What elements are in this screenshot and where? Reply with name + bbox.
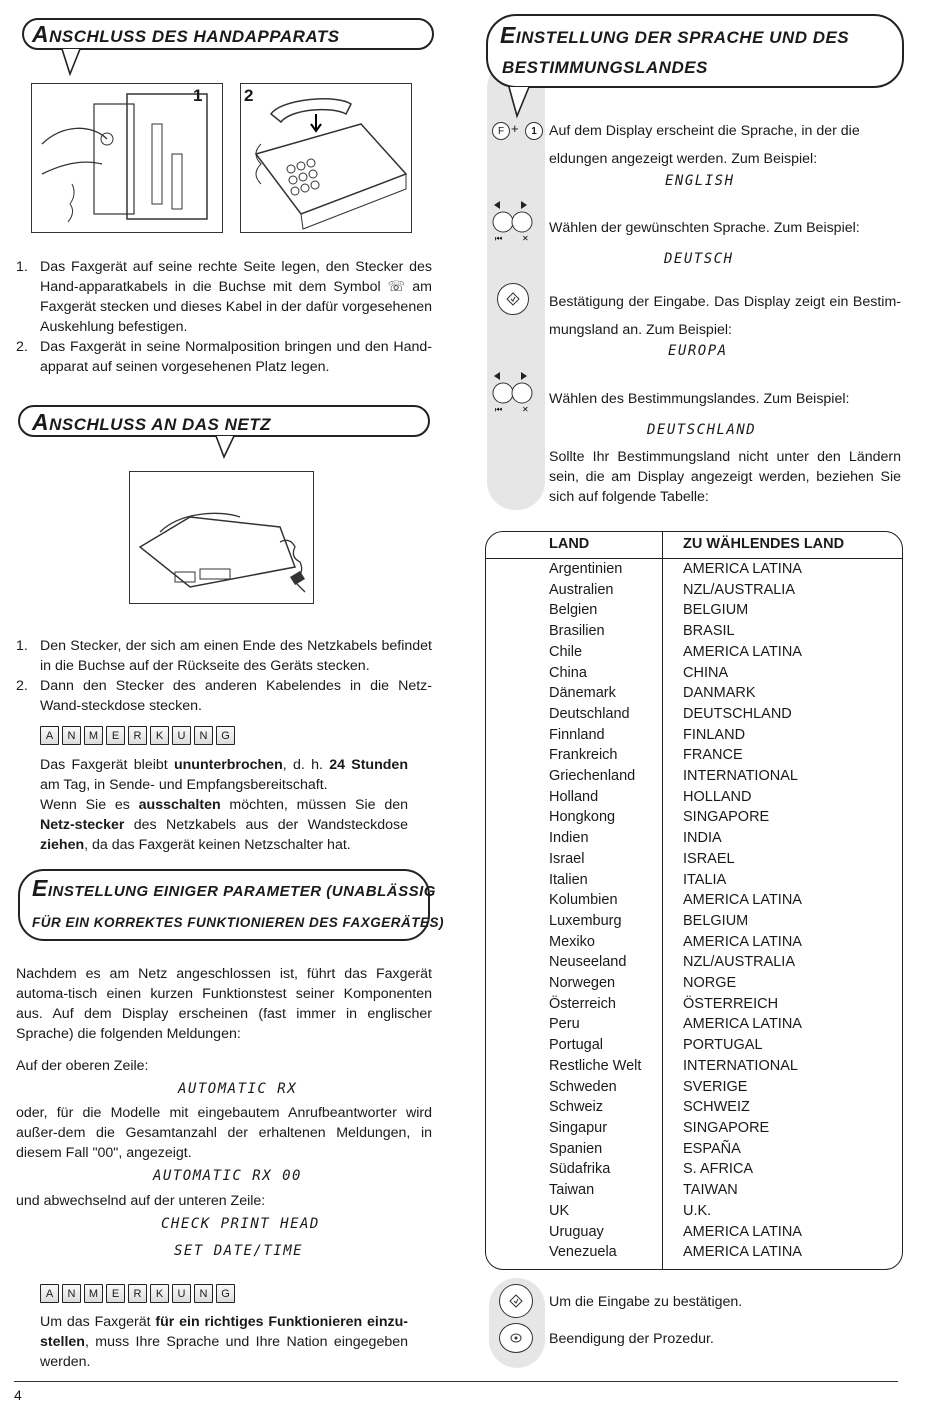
language-step-3: Bestätigung der Eingabe. Das Display zeigt ein Bestim-mungsland an. Zum Beispiel: [549,294,901,338]
ok-button[interactable] [499,1284,533,1318]
table-cell-land: Argentinien [549,561,623,577]
table-cell-select: NZL/AUSTRALIA [683,954,795,971]
f-key-button[interactable]: F [492,122,510,140]
table-cell-select: FRANCE [683,747,743,764]
table-cell-select: ISRAEL [683,850,735,867]
table-cell-select: PORTUGAL [683,1037,763,1054]
language-step-5: Sollte Ihr Bestimmungsland nicht unter den Ländern sein, die am Display angezeigt werden, beziehen Sie sich auf folgende Tabelle: [549,449,901,505]
table-cell-select: AMERICA LATINA [683,892,802,909]
table-cell-land: Österreich [549,995,616,1012]
table-cell-select: SCHWEIZ [683,1099,750,1116]
note-key: N [194,1284,213,1303]
table-cell-land: Norwegen [549,975,616,992]
table-cell-select: S. AFRICA [683,1161,754,1178]
table-cell-select: BRASIL [683,623,735,640]
power-steps [16,636,432,716]
upper-line-label: Auf der oberen Zeile: [16,1058,149,1074]
table-cell-select: INDIA [683,830,722,847]
arrow-keys-language[interactable] [490,198,542,244]
lcd-automatic-rx-count: AUTOMATIC RX 00 [153,1168,302,1184]
lcd-deutschland: DEUTSCHLAND [647,422,757,438]
section-title-parameters-line2: FÜR EIN KORREKTES FUNKTIONIEREN DES FAXGERÄTES) [32,915,445,930]
table-cell-select: AMERICA LATINA [683,933,802,950]
svg-text:✕: ✕ [522,234,529,243]
banner-tail [60,48,90,78]
note-heading-anmerkung [40,726,235,745]
table-cell-select: NORGE [683,975,737,992]
section-title-parameters-line1: EINSTELLUNG EINIGER PARAMETER (UNABLÄSSIG [32,875,436,901]
note-key: U [172,1284,191,1303]
note-key: A [40,1284,59,1303]
table-cell-land: Peru [549,1016,580,1033]
table-cell-select: INTERNATIONAL [683,1057,798,1074]
ok-button[interactable] [497,283,529,315]
table-cell-land: Griechenland [549,768,636,785]
table-cell-land: Australien [549,581,614,598]
svg-text:✕: ✕ [522,405,529,414]
note-heading-anmerkung [40,1284,235,1303]
lcd-automatic-rx: AUTOMATIC RX [178,1081,298,1097]
table-cell-land: Deutschland [549,705,630,722]
section-title-power: ANSCHLUSS AN DAS NETZ [32,409,272,435]
table-cell-land: Chile [549,643,583,660]
table-cell-land: Schweden [549,1078,617,1095]
illustration-handset-placed [240,83,412,233]
table-cell-select: AMERICA LATINA [683,1244,802,1261]
lcd-english: ENGLISH [665,173,735,189]
table-column-select [683,559,802,1263]
table-cell-land: Holland [549,788,599,805]
table-cell-land: Israel [549,850,585,867]
table-cell-land: Luxemburg [549,912,622,929]
banner-tail [214,435,244,461]
note-key: N [194,726,213,745]
confirm-text: Um die Eingabe zu bestätigen. [549,1294,743,1310]
table-cell-select: ESPAÑA [683,1140,741,1157]
banner-tail [505,86,535,120]
table-cell-select: CHINA [683,664,729,681]
table-cell-land: China [549,664,587,681]
table-cell-select: SINGAPORE [683,1119,770,1136]
table-header-select: ZU WÄHLENDES LAND [683,536,845,552]
note-key: E [106,726,125,745]
diamond-check-icon [506,292,520,306]
table-cell-land: Uruguay [549,1223,604,1240]
table-cell-select: U.K. [683,1202,712,1219]
table-cell-select: NZL/AUSTRALIA [683,581,795,598]
table-column-divider [662,532,663,1269]
table-cell-land: Brasilien [549,623,605,640]
table-cell-select: TAIWAN [683,1182,738,1199]
lcd-set-date-time: SET DATE/TIME [174,1243,304,1259]
note-key: G [216,1284,235,1303]
lcd-deutsch: DEUTSCH [664,251,734,267]
footer-rule [14,1381,898,1382]
note-key: G [216,726,235,745]
table-cell-land: UK [549,1202,570,1219]
table-cell-land: Neuseeland [549,954,627,971]
table-cell-land: Hongkong [549,809,616,826]
list-item: 1. Den Stecker, der sich am einen Ende des Netzkabels befindet in die Buchse auf der Rückseite des Geräts stecken. [16,638,432,674]
plus-sign: + [511,121,519,136]
list-item: 2. Dann den Stecker des anderen Kabelendes in die Netz-Wand-steckdose stecken. [16,678,432,714]
page-number: 4 [14,1387,22,1403]
note-key: U [172,726,191,745]
answering-machine-note: oder, für die Modelle mit eingebautem Anrufbeantworter wird außer-dem die Gesamtanzahl der erhaltenen Meldungen, in diesem Fall "00", angezeigt. [16,1105,432,1161]
table-cell-land: Portugal [549,1037,604,1054]
table-cell-select: AMERICA LATINA [683,643,802,660]
note-key: K [150,1284,169,1303]
note-power-text: Das Faxgerät bleibt ununterbrochen, d. h. 24 Stunden am Tag, in Sende- und Empfangsbereitschaft. Wenn Sie es ausschalten möchten, müssen Sie den Netz-stecker des Netzkabels aus der Wandsteckdose ziehen, da das Faxgerät keinen Netzschalter hat. [40,757,408,853]
section-title-language-line2: BESTIMMUNGSLANDES [502,58,708,77]
table-cell-select: AMERICA LATINA [683,1016,802,1033]
table-cell-land: Finnland [549,726,605,743]
note-language-text: Um das Faxgerät für ein richtiges Funktionieren einzu-stellen, muss Ihre Sprache und Ihre Nation eingegeben werden. [40,1314,408,1370]
table-cell-land: Spanien [549,1140,603,1157]
table-cell-land: Restliche Welt [549,1057,642,1074]
diamond-check-icon [509,1294,523,1308]
table-cell-select: FINLAND [683,726,746,743]
list-item: 2. Das Faxgerät in seine Normalposition bringen und den Hand-apparat auf seinen vorgesehenen Platz legen. [16,339,432,375]
table-cell-select: AMERICA LATINA [683,1223,802,1240]
language-step-4: Wählen des Bestimmungslandes. Zum Beispiel: [549,391,850,407]
table-cell-land: Mexiko [549,933,595,950]
table-cell-select: SINGAPORE [683,809,770,826]
note-key: N [62,1284,81,1303]
table-cell-land: Belgien [549,602,598,619]
parameters-intro: Nachdem es am Netz angeschlossen ist, führt das Faxgerät automa-tisch einen kurzen Funktionstest seiner Komponenten aus. Auf dem Display erscheinen (fast immer in englischer Sprache) die folgenden Meldungen: [16,966,432,1042]
handset-steps [16,257,432,377]
note-key: M [84,726,103,745]
table-cell-select: HOLLAND [683,788,752,805]
lcd-check-print-head: CHECK PRINT HEAD [161,1216,320,1232]
digit-1-key-button[interactable]: 1 [525,122,543,140]
table-cell-land: Italien [549,871,588,888]
table-cell-land: Singapur [549,1119,608,1136]
table-cell-land: Dänemark [549,685,616,702]
section-title-handset: ANSCHLUSS DES HANDAPPARATS [32,21,340,47]
table-cell-select: ITALIA [683,871,727,888]
table-cell-land: Venezuela [549,1244,617,1261]
table-cell-select: SVERIGE [683,1078,748,1095]
section-title-language-line1: EINSTELLUNG DER SPRACHE UND DES [500,22,850,48]
table-cell-select: BELGIUM [683,912,749,929]
table-cell-land: Taiwan [549,1182,595,1199]
language-step-2: Wählen der gewünschten Sprache. Zum Beispiel: [549,220,860,236]
lower-line-label: und abwechselnd auf der unteren Zeile: [16,1193,266,1209]
table-cell-land: Schweiz [549,1099,603,1116]
table-cell-select: BELGIUM [683,602,749,619]
figure-label-1: 1 [193,86,203,105]
note-key: E [106,1284,125,1303]
note-key: A [40,726,59,745]
table-cell-select: DANMARK [683,685,756,702]
illustration-power-cable [129,471,314,604]
table-cell-select: AMERICA LATINA [683,561,802,577]
table-column-land [549,559,641,1263]
table-cell-select: INTERNATIONAL [683,768,798,785]
table-cell-land: Südafrika [549,1161,611,1178]
note-key: N [62,726,81,745]
table-cell-select: ÖSTERREICH [683,995,779,1012]
table-cell-land: Frankreich [549,747,618,764]
arrow-keys-country[interactable] [490,369,542,415]
note-key: R [128,726,147,745]
list-item: 1. Das Faxgerät auf seine rechte Seite legen, den Stecker des Hand-apparatkabels in die Buchse mit dem Symbol ☏ am Faxgerät stecken und dieses Kabel in der dafür vorgesehenen Auskehlung befestigen. [16,259,432,335]
table-cell-land: Kolumbien [549,892,618,909]
language-step-1: Auf dem Display erscheint die Sprache, in der die eldungen angezeigt werden. Zum Beispiel: [549,123,860,167]
stop-text: Beendigung der Prozedur. [549,1331,714,1347]
stop-button[interactable] [499,1323,533,1353]
svg-text:⏮: ⏮ [495,234,503,243]
table-header-land: LAND [549,536,590,552]
table-cell-select: DEUTSCHLAND [683,705,792,722]
note-key: R [128,1284,147,1303]
figure-label-2: 2 [244,86,254,105]
svg-text:⏮: ⏮ [495,405,503,414]
stop-icon [509,1332,523,1344]
note-key: M [84,1284,103,1303]
lcd-europa: EUROPA [668,343,728,359]
note-key: K [150,726,169,745]
table-cell-land: Indien [549,830,589,847]
